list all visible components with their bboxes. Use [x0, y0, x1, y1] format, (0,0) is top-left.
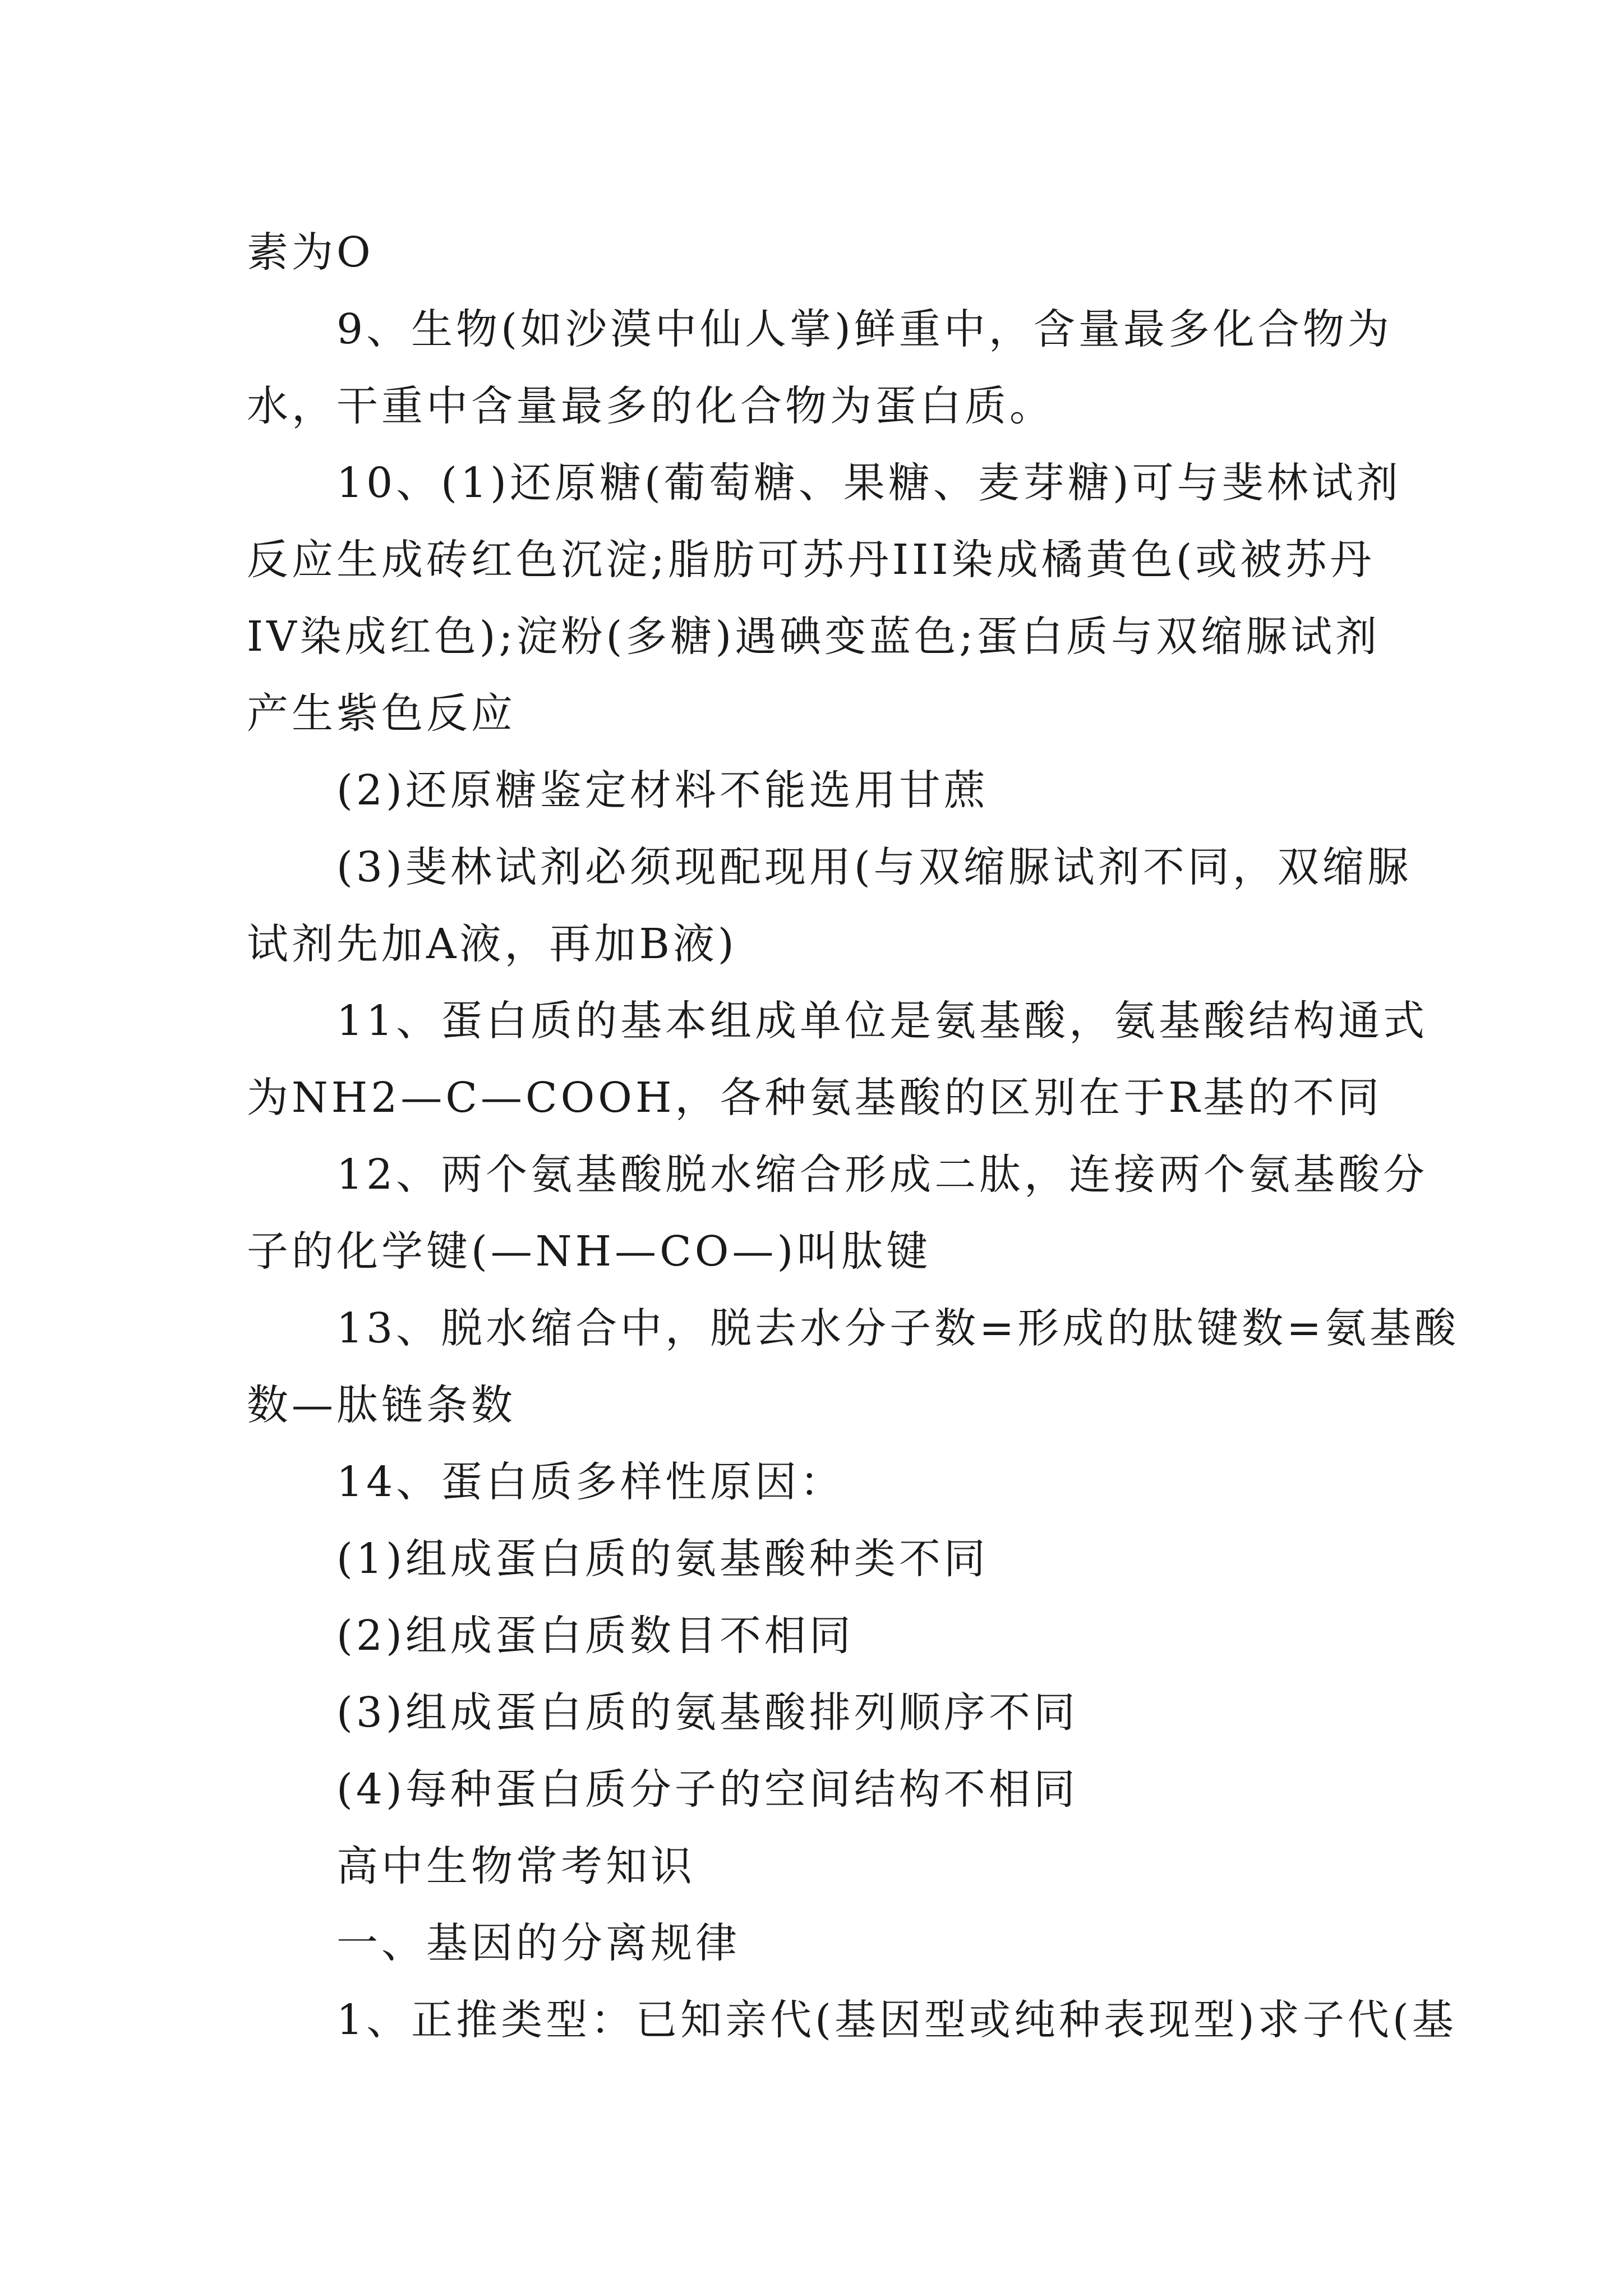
- text-line-7: 产生紫色反应: [247, 689, 516, 738]
- text-line-16: 数—肽链条数: [247, 1381, 516, 1429]
- text-line-3: 水，干重中含量最多的化合物为蛋白质。: [247, 382, 1054, 430]
- text-line-9: (3)斐林试剂必须现配现用(与双缩脲试剂不同，双缩脲: [336, 843, 1412, 891]
- text-line-21: (4)每种蛋白质分子的空间结构不相同: [336, 1765, 1078, 1814]
- text-line-11: 11、蛋白质的基本组成单位是氨基酸，氨基酸结构通式: [336, 997, 1428, 1045]
- text-line-6: IV染成红色);淀粉(多糖)遇碘变蓝色;蛋白质与双缩脲试剂: [247, 613, 1381, 661]
- text-line-17: 14、蛋白质多样性原因：: [336, 1458, 845, 1506]
- text-line-1: 素为O: [247, 228, 374, 277]
- text-line-4: 10、(1)还原糖(葡萄糖、果糖、麦芽糖)可与斐林试剂: [336, 459, 1401, 507]
- text-line-13: 12、两个氨基酸脱水缩合形成二肽，连接两个氨基酸分: [336, 1151, 1428, 1199]
- text-line-14: 子的化学键(—NH—CO—)叫肽键: [247, 1227, 932, 1276]
- text-line-19: (2)组成蛋白质数目不相同: [336, 1612, 854, 1660]
- text-line-24: 1、正推类型：已知亲代(基因型或纯种表现型)求子代(基: [336, 1996, 1457, 2044]
- text-line-8: (2)还原糖鉴定材料不能选用甘蔗: [336, 766, 989, 815]
- text-line-20: (3)组成蛋白质的氨基酸排列顺序不同: [336, 1688, 1078, 1737]
- text-line-2: 9、生物(如沙漠中仙人掌)鲜重中，含量最多化合物为: [336, 305, 1393, 353]
- text-line-18: (1)组成蛋白质的氨基酸种类不同: [336, 1535, 989, 1583]
- text-line-5: 反应生成砖红色沉淀;脂肪可苏丹III染成橘黄色(或被苏丹: [247, 536, 1375, 584]
- section-heading: 高中生物常考知识: [336, 1842, 695, 1890]
- document-body: [247, 214, 1460, 2059]
- subsection-heading: 一、基因的分离规律: [336, 1919, 740, 1967]
- text-line-12: 为NH2—C—COOH，各种氨基酸的区别在于R基的不同: [247, 1074, 1383, 1122]
- text-line-10: 试剂先加A液，再加B液): [247, 920, 737, 968]
- text-line-15: 13、脱水缩合中，脱去水分子数=形成的肽键数=氨基酸: [336, 1304, 1460, 1352]
